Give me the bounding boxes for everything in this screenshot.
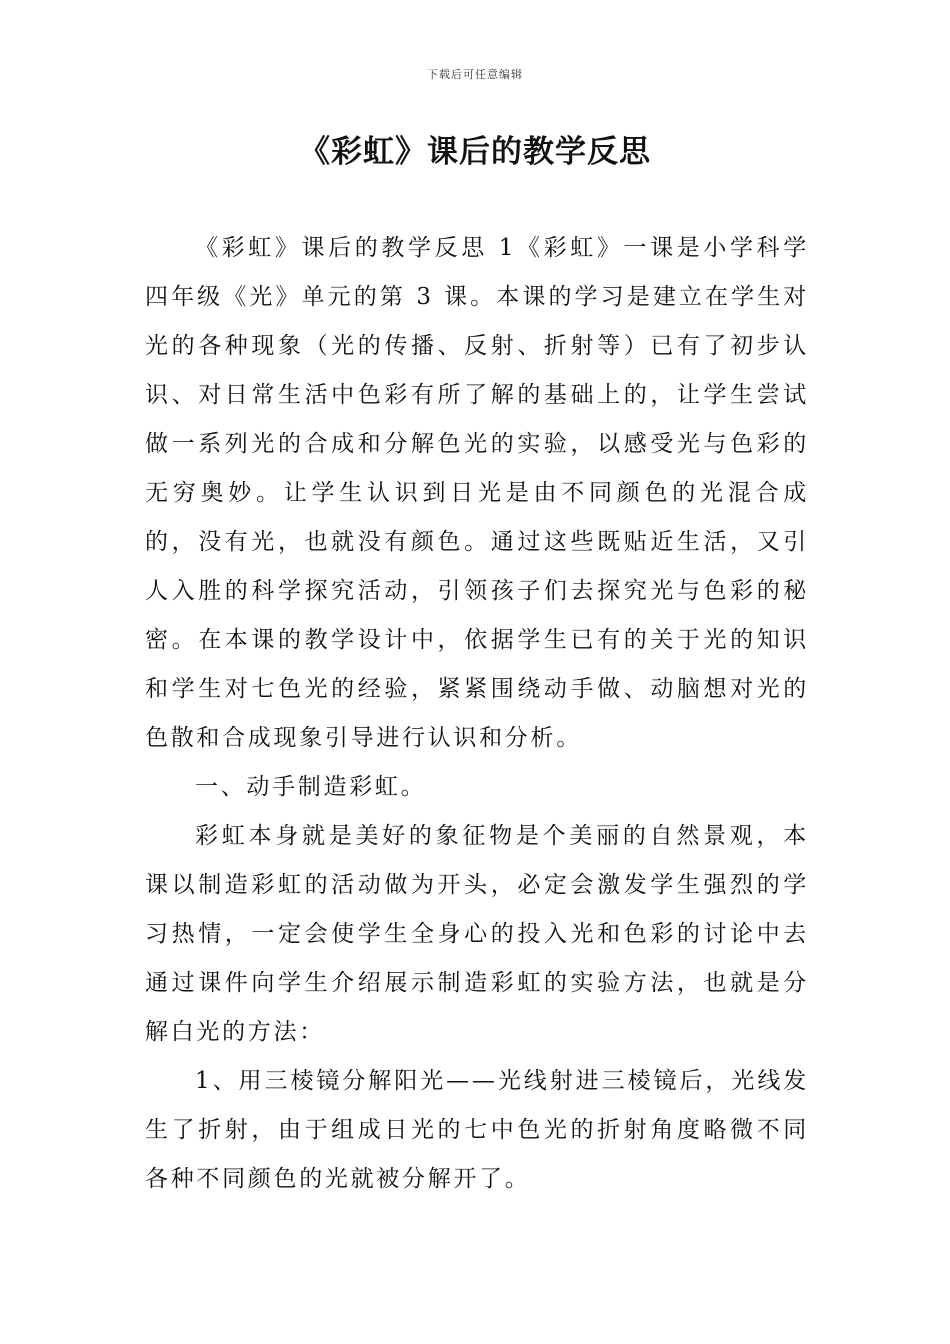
header-note: 下载后可任意编辑: [427, 68, 523, 81]
paragraph-rainbow: 彩虹本身就是美好的象征物是个美丽的自然景观，本课以制造彩虹的活动做为开头，必定会激发学生强烈的学习热情，一定会使学生全身心的投入光和色彩的讨论中去通过课件向学生介绍展示制造彩虹的实验方法，也就是分解白光的方法：: [145, 823, 809, 1045]
document-title: 《彩虹》课后的教学反思: [299, 134, 651, 170]
document-body: [145, 224, 809, 1204]
paragraph-intro: 《彩虹》课后的教学反思 1《彩虹》一课是小学科学四年级《光》单元的第 3 课。本课的学习是建立在学生对光的各种现象（光的传播、反射、折射等）已有了初步认识、对日常生活中色彩有所了解的基础上的，让学生尝试做一系列光的合成和分解色光的实验，以感受光与色彩的无穷奥妙。让学生认识到日光是由不同颜色的光混合成的，没有光，也就没有颜色。通过这些既贴近生活，又引人入胜的科学探究活动，引领孩子们去探究光与色彩的秘密。在本课的教学设计中，依据学生已有的关于光的知识和学生对七色光的经验，紧紧围绕动手做、动脑想对光的色散和合成现象引导进行认识和分析。: [145, 235, 809, 751]
paragraph-section-heading: 一、动手制造彩虹。: [195, 774, 427, 800]
paragraph-prism: 1、用三棱镜分解阳光——光线射进三棱镜后，光线发生了折射，由于组成日光的七中色光的折射角度略微不同各种不同颜色的光就被分解开了。: [145, 1068, 809, 1192]
